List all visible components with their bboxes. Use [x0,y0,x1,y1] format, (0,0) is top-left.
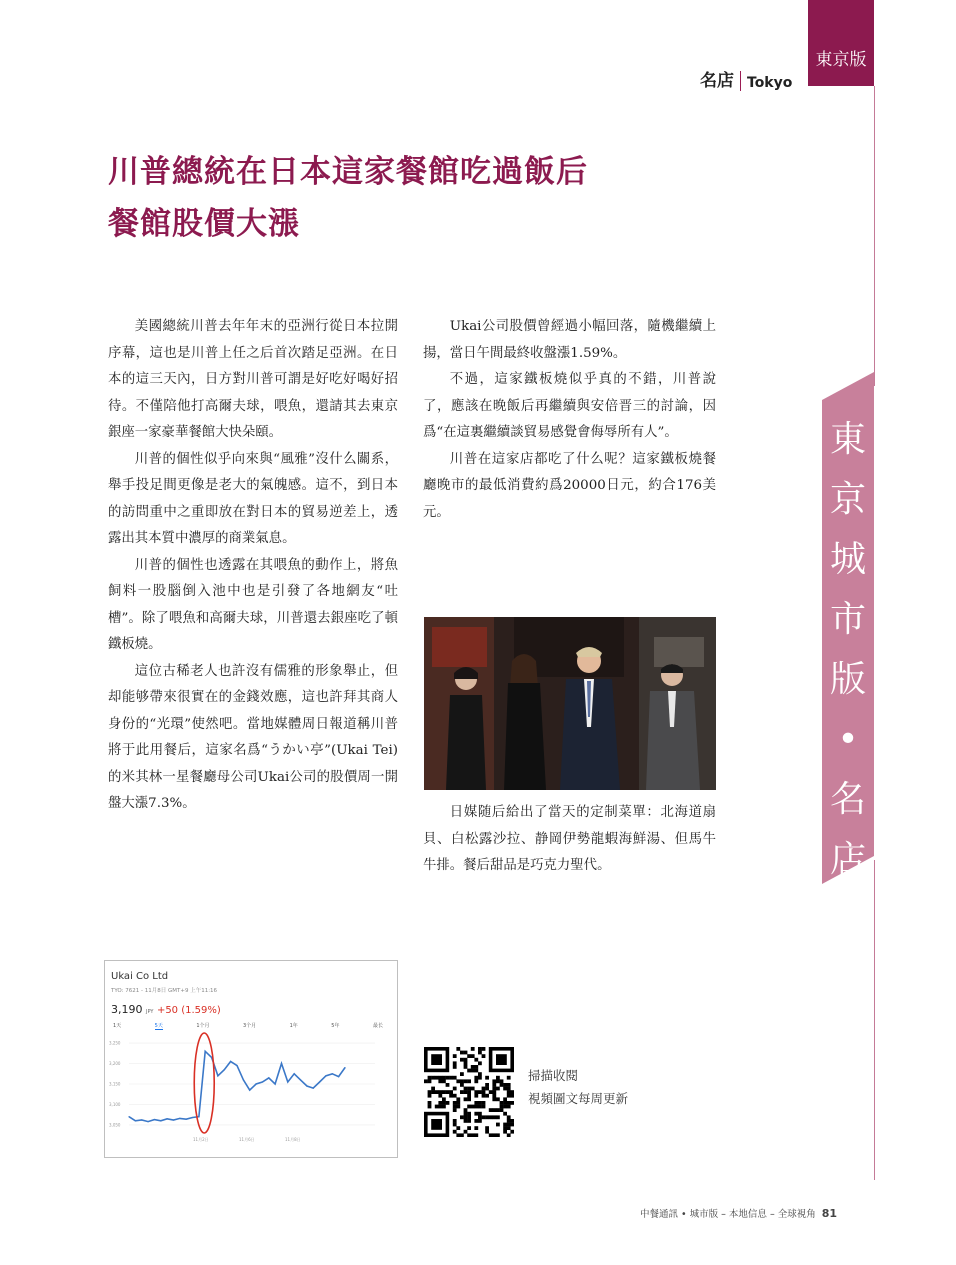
section-title-zh: 名店 [700,71,734,91]
price-point [338,1076,339,1077]
range-tab[interactable]: 3个月 [242,1023,257,1029]
range-tabs [113,1022,383,1030]
section-header [700,66,792,91]
y-tick-label: 3,250 [109,1040,121,1046]
price-point [224,1069,225,1070]
paragraph: 美國總統川普去年年末的亞洲行從日本拉開序幕，這也是川普上任之后首次踏足亞洲。在日本的這三天內，日方對川普可謂是好吃好喝好招待。不僅陪他打高爾夫球，喂魚，還請其去東京銀座一家豪華餐館大快朵頤。 [108,319,398,440]
price-point [313,1087,314,1088]
paragraph: 川普的個性似乎向來與“風雅”沒什么關系，舉手投足間更像是老大的氣魄感。這不，到日本的訪問重中之重即放在對日本的貿易逆差上，透露出其本質中濃厚的商業氣息。 [108,451,398,546]
side-banner-char: 名 [829,779,866,820]
price-point [325,1075,326,1076]
stock-currency: JPY [146,1009,154,1015]
paragraph: 這位古稀老人也許沒有儒雅的形象舉止，但却能够帶來很實在的金錢效應，這也許拜其商人身份的“光環”使然吧。當地媒體周日報道稱川普將于此用餐后，這家名爲“うかい亭”(Ukai Tei)的米其林一星餐廳母公司Ukai公司的股價周一開盤大漲7.3%。 [108,663,398,811]
price-point [217,1075,218,1076]
title-line-2: 餐館股價大漲 [108,206,300,242]
side-banner-char: 版 [829,659,866,700]
price-point [160,1120,161,1121]
stock-change: +50 (1.59%) [156,1005,221,1016]
qr-caption [528,1064,628,1110]
price-point [167,1118,168,1119]
highlight-circle [194,1033,214,1133]
price-point [281,1063,282,1064]
price-point [300,1079,301,1080]
price-point [173,1119,174,1120]
range-tab[interactable]: 1个月 [196,1023,210,1029]
section-title-en: Tokyo [747,75,793,91]
page-footer [640,1206,837,1220]
price-point [243,1079,244,1080]
stock-name: Ukai Co Ltd [111,971,169,982]
y-tick-label: 3,050 [109,1122,121,1128]
section-divider [740,71,741,91]
price-point [192,1117,193,1118]
stock-price: 3,190 [111,1003,143,1016]
stock-chart-card [104,960,398,1158]
price-point [236,1065,237,1066]
price-point [198,1116,199,1117]
price-point [319,1081,320,1082]
y-tick-label: 3,100 [109,1101,121,1107]
price-point [205,1051,206,1052]
qr-code [424,1047,514,1137]
qr-code-image [424,1047,514,1137]
price-point [186,1119,187,1120]
side-banner-char: 東 [829,419,866,460]
news-photo [424,617,716,790]
price-point [179,1118,180,1119]
article-column-2 [423,314,716,526]
price-point [344,1067,345,1068]
price-point [262,1081,263,1082]
title-line-1: 川普總統在日本這家餐館吃過飯后 [108,154,588,190]
side-banner-char: 京 [829,479,866,520]
stock-subtitle: TYO: 7621 - 11月8日 GMT+9 上午11:16 [111,988,218,994]
price-point [306,1085,307,1086]
margin-rule [874,860,875,1180]
price-point [147,1121,148,1122]
price-point [128,1116,129,1117]
price-point [268,1077,269,1078]
range-tab[interactable]: 1天 [113,1023,122,1029]
price-point [249,1090,250,1091]
photo-illustration [424,617,716,790]
side-banner-char: 城 [829,539,866,580]
page-number: 81 [821,1207,838,1220]
paragraph: 川普在這家店都吃了什么呢？這家鐵板燒餐廳晚市的最低消費約爲20000日元，約合176美元。 [423,451,716,520]
price-point [230,1061,231,1062]
qr-caption-line-2: 視頻圖文每周更新 [528,1091,629,1106]
side-banner-char: 市 [829,599,866,640]
price-series-line [129,1051,345,1121]
footer-text: 中餐通訊 • 城市版 – 本地信息 – 全球視角 [640,1209,816,1220]
margin-rule [874,86,875,386]
stock-line-chart [105,1031,397,1157]
stock-price-row [111,1003,221,1016]
article-column-3 [423,800,716,880]
range-tab[interactable]: 5天 [154,1023,163,1029]
y-tick-label: 3,150 [109,1081,121,1087]
article-title [108,146,728,250]
price-point [135,1120,136,1121]
x-tick-label: 11月8日 [285,1137,301,1142]
paragraph: 川普的個性也透露在其喂魚的動作上，將魚飼料一股腦倒入池中也是引發了各地網友“吐槽”。除了喂魚和高爾夫球，川普還去銀座吃了頓鐵板燒。 [108,557,398,652]
paragraph: 日媒随后給出了當天的定制菜單：北海道扇貝、白松露沙拉、静岡伊勢龍蝦海鮮湯、但馬牛牛排。餐后甜品是巧克力聖代。 [423,805,716,873]
range-tab[interactable]: 1年 [289,1023,298,1029]
price-point [275,1083,276,1084]
x-tick-label: 11月2日 [193,1137,209,1142]
price-point [287,1081,288,1082]
paragraph: 不過，這家鐵板燒似乎真的不錯，川普說了，應該在晚飯后再繼續與安倍晋三的討論，因爲“在這裏繼續談貿易感覺會侮辱所有人”。 [423,372,716,440]
price-point [294,1073,295,1074]
x-tick-label: 11月6日 [239,1137,255,1142]
price-point [255,1083,256,1084]
side-banner-text [822,410,874,890]
qr-caption-line-1: 掃描收閱 [528,1068,579,1083]
edition-tab: 東京版 [808,0,874,86]
article-column-1 [108,314,398,818]
range-tab[interactable]: 5年 [331,1023,340,1029]
range-tab[interactable]: 最长 [372,1023,383,1029]
price-point [141,1119,142,1120]
price-point [332,1073,333,1074]
y-tick-label: 3,200 [109,1061,121,1067]
side-banner-char: 店 [829,839,866,880]
price-point [154,1119,155,1120]
side-banner-char: • [837,719,859,760]
paragraph: Ukai公司股價曾經過小幅回落，隨機繼續上揚，當日午間最終收盤漲1.59%。 [423,319,716,361]
